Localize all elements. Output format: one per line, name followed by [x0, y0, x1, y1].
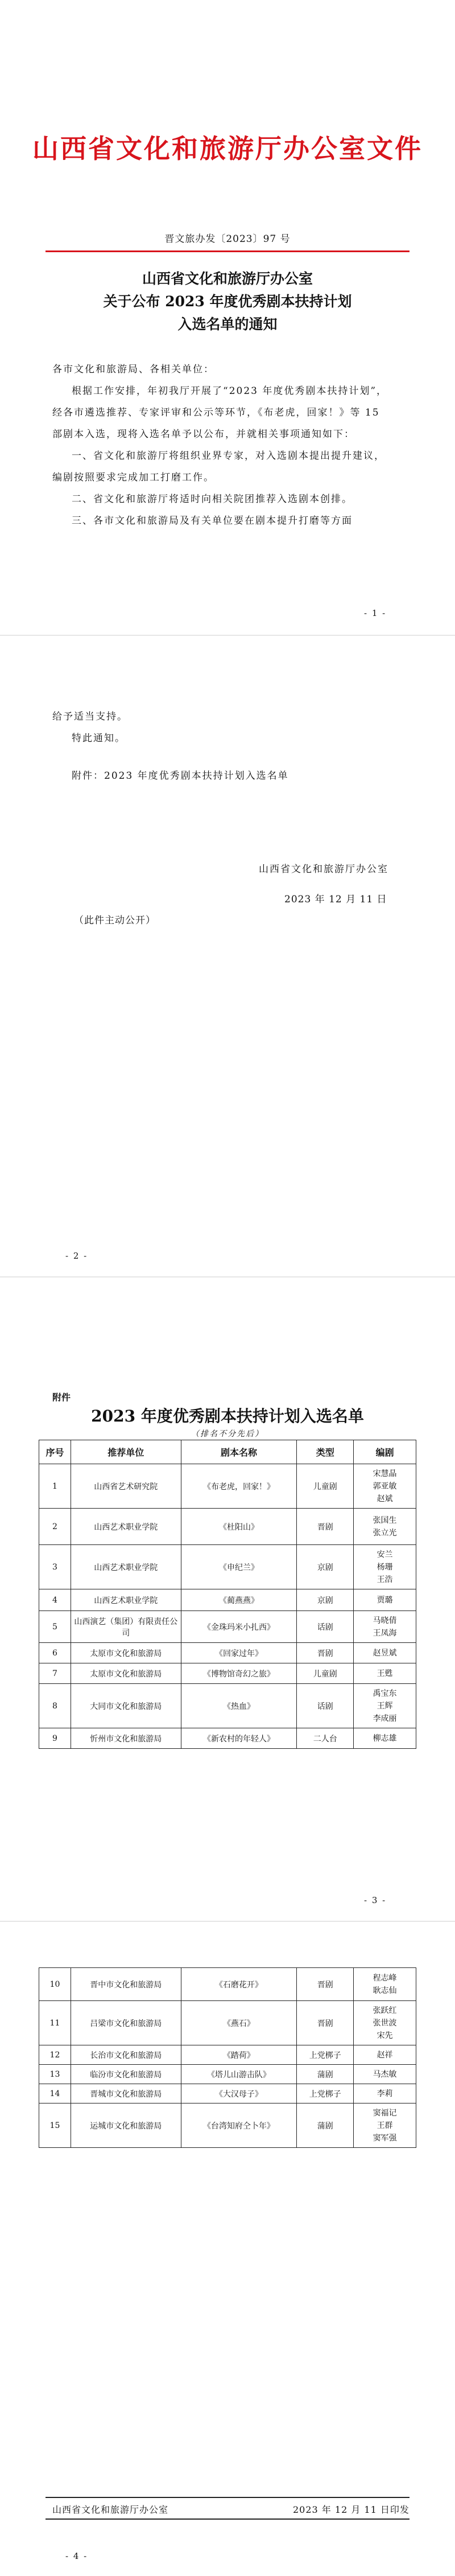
- attachment-label: 附件: [52, 1392, 71, 1403]
- cell-type: 京剧: [297, 1545, 354, 1589]
- list-subtitle: （排名不分先后）: [191, 1429, 264, 1439]
- cell-writers: [354, 1611, 416, 1643]
- cell-script: 《布老虎，回家！》: [181, 1464, 297, 1509]
- cell-writers: [354, 1509, 416, 1545]
- writer-name: 柳志雄: [373, 1733, 397, 1743]
- item-3: 三、各市文化和旅游局及有关单位要在剧本提升打磨等方面: [72, 515, 353, 527]
- cell-type: 话剧: [297, 1684, 354, 1728]
- writer-name: 耿志仙: [373, 1986, 397, 1995]
- cell-writers: [354, 2001, 416, 2045]
- footer-rule-top: [46, 2497, 410, 2498]
- writer-name: 窦福记: [373, 2108, 397, 2118]
- cell-unit: 太原市文化和旅游局: [71, 1663, 181, 1684]
- cell-script: 《塔儿山游击队》: [181, 2065, 297, 2084]
- cell-no: 12: [39, 2045, 71, 2065]
- cell-writers: [354, 1464, 416, 1509]
- footer-issuer: 山西省文化和旅游厅办公室: [52, 2504, 169, 2515]
- cell-type: 晋剧: [297, 1643, 354, 1663]
- closing-line-2: 特此通知。: [72, 733, 126, 744]
- org-title: 山西省文化和旅游厅办公室文件: [32, 133, 423, 164]
- cell-no: 13: [39, 2065, 71, 2084]
- cell-script: 《踏荷》: [181, 2045, 297, 2065]
- closing-line-1: 给予适当支持。: [52, 711, 128, 722]
- page-2: [0, 636, 455, 1276]
- cell-type: 话剧: [297, 1611, 354, 1643]
- footer-issue-date: 2023 年 12 月 11 日印发: [293, 2504, 410, 2515]
- cell-unit: 忻州市文化和旅游局: [71, 1728, 181, 1749]
- notice-title: [0, 268, 455, 336]
- paragraph-1: 根据工作安排，年初我厅开展了“2023 年度优秀剧本扶持计划”，经各市遴选推荐、专家评审和公示等环节，《布老虎，回家！》等 15 部剧本入选，现将入选名单予以公布，并就相关事项通知如下：: [52, 385, 388, 440]
- column-header-script: 剧本名称: [181, 1440, 297, 1464]
- cell-no: 8: [39, 1684, 71, 1728]
- cell-no: 15: [39, 2103, 71, 2148]
- salutation: 各市文化和旅游局、各相关单位：: [52, 364, 214, 375]
- cell-script: 《申纪兰》: [181, 1545, 297, 1589]
- cell-script: 《台湾知府仝卜年》: [181, 2103, 297, 2148]
- cell-type: 晋剧: [297, 1968, 354, 2001]
- page-number: - 4 -: [65, 2551, 88, 2561]
- writer-name: 李成丽: [373, 1714, 397, 1723]
- cell-script: 《杜阳山》: [181, 1509, 297, 1545]
- writer-name: 张国生: [373, 1515, 397, 1525]
- notice-title-line-2: 关于公布 2023 年度优秀剧本扶持计划: [103, 293, 352, 310]
- cell-type: 儿童剧: [297, 1464, 354, 1509]
- page-number: - 3 -: [364, 1895, 387, 1905]
- table-row: [39, 1968, 416, 2001]
- writer-name: 王群: [377, 2121, 393, 2130]
- writer-name: 窦军强: [373, 2133, 397, 2143]
- page-number: - 1 -: [364, 608, 387, 618]
- signature: 山西省文化和旅游厅办公室: [259, 864, 388, 875]
- writer-name: 赵祥: [377, 2050, 393, 2060]
- cell-writers: [354, 2065, 416, 2084]
- table-row: [39, 1509, 416, 1545]
- cell-unit: 山西演艺（集团）有限责任公司: [71, 1611, 181, 1643]
- writer-name: 安兰: [377, 1550, 393, 1559]
- writer-name: 张世波: [373, 2018, 397, 2028]
- cell-no: 9: [39, 1728, 71, 1749]
- attachment-note: 附件：2023 年度优秀剧本扶持计划入选名单: [72, 770, 289, 782]
- cell-no: 6: [39, 1643, 71, 1663]
- table-row: [39, 1611, 416, 1643]
- writer-name: 赵昱斌: [373, 1648, 397, 1658]
- notice-title-line-3: 入选名单的通知: [177, 316, 278, 332]
- cell-unit: 山西艺术职业学院: [71, 1589, 181, 1611]
- column-header-writers: 编剧: [354, 1440, 416, 1464]
- cell-writers: [354, 1968, 416, 2001]
- cell-no: 7: [39, 1663, 71, 1684]
- writer-name: 赵斌: [377, 1494, 393, 1503]
- cell-writers: [354, 1589, 416, 1611]
- cell-script: 《石磨花开》: [181, 1968, 297, 2001]
- cell-writers: [354, 1728, 416, 1749]
- cell-type: 京剧: [297, 1589, 354, 1611]
- table-row: [39, 1545, 416, 1589]
- cell-writers: [354, 2084, 416, 2103]
- table-row: [39, 1464, 416, 1509]
- cell-script: 《燕石》: [181, 2001, 297, 2045]
- selection-table-continued: [39, 1967, 416, 2148]
- list-title: 2023 年度优秀剧本扶持计划入选名单: [91, 1407, 364, 1425]
- red-divider: [46, 250, 410, 252]
- cell-script: 《回家过年》: [181, 1643, 297, 1663]
- writer-name: 王浩: [377, 1575, 393, 1584]
- cell-writers: [354, 2045, 416, 2065]
- cell-type: 二人台: [297, 1728, 354, 1749]
- cell-script: 《大汉母子》: [181, 2084, 297, 2103]
- table-row: [39, 1589, 416, 1611]
- table-row: [39, 2001, 416, 2045]
- signature-date: 2023 年 12 月 11 日: [284, 894, 387, 905]
- cell-unit: 大同市文化和旅游局: [71, 1684, 181, 1728]
- cell-unit: 临汾市文化和旅游局: [71, 2065, 181, 2084]
- cell-unit: 长治市文化和旅游局: [71, 2045, 181, 2065]
- cell-writers: [354, 2103, 416, 2148]
- writer-name: 马杰敏: [373, 2069, 397, 2079]
- selection-table: [39, 1440, 416, 1749]
- writer-name: 王凤海: [373, 1628, 397, 1638]
- page-4: [0, 1922, 455, 2576]
- writer-name: 张跃红: [373, 2006, 397, 2015]
- item-2: 二、省文化和旅游厅将适时向相关院团推荐入选剧本创排。: [72, 494, 353, 505]
- table-row: [39, 2045, 416, 2065]
- table-row: [39, 2065, 416, 2084]
- cell-type: 蒲剧: [297, 2065, 354, 2084]
- doc-number: 晋文旅办发〔2023〕97 号: [164, 233, 291, 245]
- writer-name: 贾璐: [377, 1595, 393, 1605]
- cell-no: 4: [39, 1589, 71, 1611]
- disclosure-note: （此件主动公开）: [74, 915, 156, 926]
- writer-name: 张立光: [373, 1528, 397, 1538]
- writer-name: 王辉: [377, 1701, 393, 1711]
- cell-no: 14: [39, 2084, 71, 2103]
- cell-unit: 晋中市文化和旅游局: [71, 1968, 181, 2001]
- column-header-unit: 推荐单位: [71, 1440, 181, 1464]
- table-row: [39, 1684, 416, 1728]
- table-row: [39, 1728, 416, 1749]
- table-row: [39, 2103, 416, 2148]
- cell-no: 1: [39, 1464, 71, 1509]
- cell-writers: [354, 1545, 416, 1589]
- cell-unit: 运城市文化和旅游局: [71, 2103, 181, 2148]
- writer-name: 李莉: [377, 2089, 393, 2098]
- cell-type: 上党梆子: [297, 2045, 354, 2065]
- cell-no: 3: [39, 1545, 71, 1589]
- cell-unit: 山西艺术职业学院: [71, 1509, 181, 1545]
- page-3: [0, 1277, 455, 1921]
- cell-no: 2: [39, 1509, 71, 1545]
- cell-type: 晋剧: [297, 2001, 354, 2045]
- cell-script: 《博物馆奇幻之旅》: [181, 1663, 297, 1684]
- cell-type: 晋剧: [297, 1509, 354, 1545]
- page-number: - 2 -: [65, 1251, 88, 1261]
- writer-name: 禹宝东: [373, 1688, 397, 1698]
- table-row: [39, 1663, 416, 1684]
- cell-script: 《金珠玛米小扎西》: [181, 1611, 297, 1643]
- cell-no: 5: [39, 1611, 71, 1643]
- writer-name: 王甦: [377, 1669, 393, 1678]
- cell-type: 上党梆子: [297, 2084, 354, 2103]
- column-header-no: 序号: [39, 1440, 71, 1464]
- notice-title-line-1: 山西省文化和旅游厅办公室: [142, 270, 313, 287]
- closing-block: [52, 706, 394, 787]
- cell-writers: [354, 1643, 416, 1663]
- cell-unit: 太原市文化和旅游局: [71, 1643, 181, 1663]
- writer-name: 郭亚敏: [373, 1481, 397, 1491]
- cell-type: 蒲剧: [297, 2103, 354, 2148]
- page-1: [0, 0, 455, 635]
- table-row: [39, 2084, 416, 2103]
- writer-name: 杨珊: [377, 1562, 393, 1572]
- cell-script: 《热血》: [181, 1684, 297, 1728]
- cell-unit: 山西省艺术研究院: [71, 1464, 181, 1509]
- item-1: 一、省文化和旅游厅将组织业界专家，对入选剧本提出提升建议，编剧按照要求完成加工打磨工作。: [52, 450, 385, 483]
- writer-name: 马晓倩: [373, 1616, 397, 1625]
- cell-writers: [354, 1663, 416, 1684]
- cell-unit: 吕梁市文化和旅游局: [71, 2001, 181, 2045]
- table-row: [39, 1643, 416, 1663]
- footer-rule-bottom: [46, 2519, 410, 2520]
- cell-type: 儿童剧: [297, 1663, 354, 1684]
- writer-name: 程志峰: [373, 1973, 397, 1983]
- cell-unit: 晋城市文化和旅游局: [71, 2084, 181, 2103]
- cell-script: 《蔺燕燕》: [181, 1589, 297, 1611]
- column-header-type: 类型: [297, 1440, 354, 1464]
- cell-no: 10: [39, 1968, 71, 2001]
- writer-name: 宋先: [377, 2031, 393, 2040]
- cell-script: 《新农村的年轻人》: [181, 1728, 297, 1749]
- cell-no: 11: [39, 2001, 71, 2045]
- cell-unit: 山西艺术职业学院: [71, 1545, 181, 1589]
- notice-body: [52, 359, 394, 532]
- cell-writers: [354, 1684, 416, 1728]
- writer-name: 宋慧晶: [373, 1469, 397, 1478]
